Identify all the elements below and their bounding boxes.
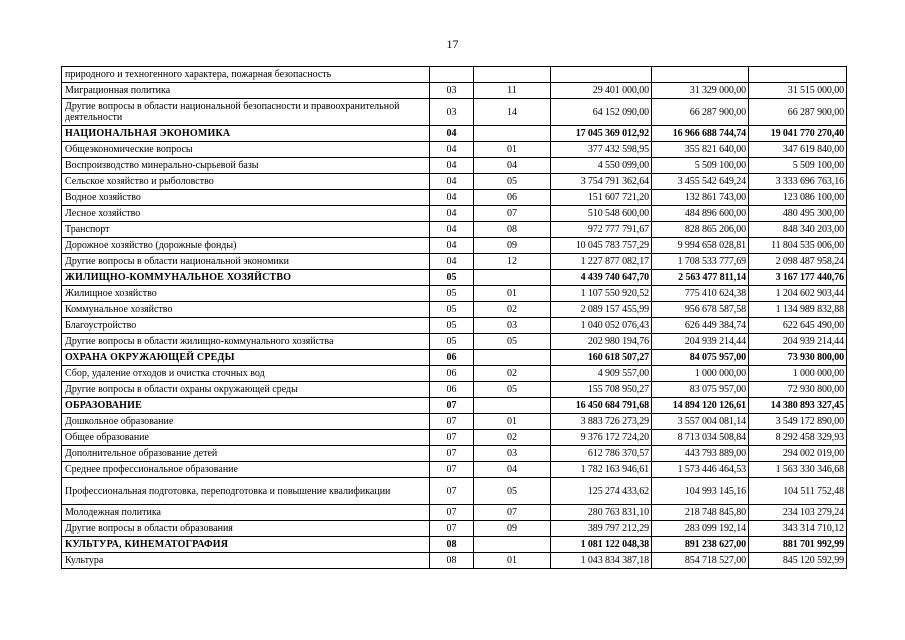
row-amount-year3-cell: 881 701 992,99 xyxy=(749,537,847,553)
table-row xyxy=(62,158,847,174)
row-amount-year2-cell: 204 939 214,44 xyxy=(652,334,749,350)
row-name-cell: природного и техногенного характера, пожарная безопасность xyxy=(62,67,430,83)
row-amount-year1-cell: 17 045 369 012,92 xyxy=(551,126,652,142)
table-row xyxy=(62,414,847,430)
row-name-cell: Другие вопросы в области национальной экономики xyxy=(62,254,430,270)
row-name-cell: Сбор, удаление отходов и очистка сточных вод xyxy=(62,366,430,382)
row-name-cell: Другие вопросы в области национальной безопасности и правоохранительной деятельности xyxy=(62,99,430,126)
row-name-cell: Лесное хозяйство xyxy=(62,206,430,222)
row-amount-year1-cell: 4 909 557,00 xyxy=(551,366,652,382)
row-subsection-code-cell: 05 xyxy=(474,382,551,398)
row-amount-year1-cell: 1 040 052 076,43 xyxy=(551,318,652,334)
row-amount-year3-cell: 848 340 203,00 xyxy=(749,222,847,238)
table-row xyxy=(62,430,847,446)
row-amount-year2-cell: 14 894 120 126,61 xyxy=(652,398,749,414)
row-name-cell: ОХРАНА ОКРУЖАЮЩЕЙ СРЕДЫ xyxy=(62,350,430,366)
row-amount-year1-cell: 64 152 090,00 xyxy=(551,99,652,126)
table-row xyxy=(62,254,847,270)
row-amount-year2-cell: 3 455 542 649,24 xyxy=(652,174,749,190)
row-amount-year3-cell: 123 086 100,00 xyxy=(749,190,847,206)
row-subsection-code-cell: 04 xyxy=(474,158,551,174)
row-section-code-cell: 07 xyxy=(430,414,474,430)
row-section-code-cell: 05 xyxy=(430,318,474,334)
row-subsection-code-cell: 07 xyxy=(474,505,551,521)
row-amount-year1-cell: 389 797 212,29 xyxy=(551,521,652,537)
row-section-code-cell: 04 xyxy=(430,222,474,238)
row-amount-year1-cell xyxy=(551,67,652,83)
row-subsection-code-cell: 03 xyxy=(474,446,551,462)
row-subsection-code-cell: 02 xyxy=(474,302,551,318)
row-name-cell: Дошкольное образование xyxy=(62,414,430,430)
row-amount-year3-cell: 3 549 172 890,00 xyxy=(749,414,847,430)
row-name-cell: Коммунальное хозяйство xyxy=(62,302,430,318)
row-amount-year1-cell: 377 432 598,95 xyxy=(551,142,652,158)
table-section-row xyxy=(62,350,847,366)
table-row xyxy=(62,174,847,190)
row-amount-year3-cell: 2 098 487 958,24 xyxy=(749,254,847,270)
row-section-code-cell: 03 xyxy=(430,99,474,126)
row-section-code-cell: 03 xyxy=(430,83,474,99)
row-section-code-cell: 06 xyxy=(430,366,474,382)
row-amount-year2-cell: 84 075 957,00 xyxy=(652,350,749,366)
row-name-cell: Другие вопросы в области охраны окружающей среды xyxy=(62,382,430,398)
row-section-code-cell: 04 xyxy=(430,206,474,222)
row-amount-year1-cell: 4 439 740 647,70 xyxy=(551,270,652,286)
row-amount-year2-cell: 891 238 627,00 xyxy=(652,537,749,553)
row-amount-year3-cell: 1 563 330 346,68 xyxy=(749,462,847,478)
row-subsection-code-cell: 09 xyxy=(474,521,551,537)
row-section-code-cell: 06 xyxy=(430,382,474,398)
row-section-code-cell: 08 xyxy=(430,537,474,553)
budget-table-body xyxy=(62,67,847,569)
row-amount-year1-cell: 1 782 163 946,61 xyxy=(551,462,652,478)
row-name-cell: Культура xyxy=(62,553,430,569)
row-name-cell: Сельское хозяйство и рыболовство xyxy=(62,174,430,190)
row-name-cell: Общеэкономические вопросы xyxy=(62,142,430,158)
row-name-cell: Молодежная политика xyxy=(62,505,430,521)
row-subsection-code-cell xyxy=(474,537,551,553)
table-section-row xyxy=(62,398,847,414)
row-subsection-code-cell xyxy=(474,270,551,286)
row-subsection-code-cell: 05 xyxy=(474,334,551,350)
row-amount-year2-cell: 828 865 206,00 xyxy=(652,222,749,238)
row-amount-year3-cell: 19 041 770 270,40 xyxy=(749,126,847,142)
table-row xyxy=(62,462,847,478)
row-name-cell: ЖИЛИЩНО-КОММУНАЛЬНОЕ ХОЗЯЙСТВО xyxy=(62,270,430,286)
table-row xyxy=(62,142,847,158)
table-row xyxy=(62,286,847,302)
row-section-code-cell: 04 xyxy=(430,174,474,190)
row-subsection-code-cell: 02 xyxy=(474,430,551,446)
row-subsection-code-cell: 01 xyxy=(474,286,551,302)
row-subsection-code-cell: 05 xyxy=(474,174,551,190)
row-amount-year2-cell: 3 557 004 081,14 xyxy=(652,414,749,430)
row-amount-year2-cell: 626 449 384,74 xyxy=(652,318,749,334)
row-name-cell: Дополнительное образование детей xyxy=(62,446,430,462)
row-amount-year3-cell: 234 103 279,24 xyxy=(749,505,847,521)
row-subsection-code-cell xyxy=(474,67,551,83)
row-section-code-cell: 05 xyxy=(430,302,474,318)
row-subsection-code-cell: 01 xyxy=(474,414,551,430)
row-amount-year3-cell: 347 619 840,00 xyxy=(749,142,847,158)
row-amount-year2-cell: 1 000 000,00 xyxy=(652,366,749,382)
row-name-cell: Профессиональная подготовка, переподготовка и повышение квалификации xyxy=(62,478,430,505)
row-amount-year3-cell: 1 000 000,00 xyxy=(749,366,847,382)
row-amount-year2-cell: 31 329 000,00 xyxy=(652,83,749,99)
row-amount-year1-cell: 125 274 433,62 xyxy=(551,478,652,505)
row-amount-year2-cell: 66 287 900,00 xyxy=(652,99,749,126)
row-name-cell: Среднее профессиональное образование xyxy=(62,462,430,478)
row-amount-year3-cell: 1 134 989 832,88 xyxy=(749,302,847,318)
row-subsection-code-cell xyxy=(474,126,551,142)
row-subsection-code-cell: 11 xyxy=(474,83,551,99)
row-name-cell: Миграционная политика xyxy=(62,83,430,99)
row-subsection-code-cell: 03 xyxy=(474,318,551,334)
row-amount-year2-cell: 1 573 446 464,53 xyxy=(652,462,749,478)
row-amount-year2-cell: 956 678 587,58 xyxy=(652,302,749,318)
row-section-code-cell: 04 xyxy=(430,238,474,254)
row-subsection-code-cell: 02 xyxy=(474,366,551,382)
table-row xyxy=(62,334,847,350)
row-amount-year1-cell: 510 548 600,00 xyxy=(551,206,652,222)
row-name-cell: Воспроизводство минерально-сырьевой базы xyxy=(62,158,430,174)
row-subsection-code-cell: 01 xyxy=(474,142,551,158)
row-section-code-cell xyxy=(430,67,474,83)
row-section-code-cell: 04 xyxy=(430,126,474,142)
row-section-code-cell: 04 xyxy=(430,254,474,270)
row-name-cell: Другие вопросы в области образования xyxy=(62,521,430,537)
row-amount-year1-cell: 1 107 550 920,52 xyxy=(551,286,652,302)
row-amount-year3-cell: 14 380 893 327,45 xyxy=(749,398,847,414)
row-amount-year1-cell: 160 618 507,27 xyxy=(551,350,652,366)
table-row xyxy=(62,67,847,83)
row-amount-year1-cell: 1 043 834 387,18 xyxy=(551,553,652,569)
table-row xyxy=(62,446,847,462)
row-amount-year3-cell: 3 333 696 763,16 xyxy=(749,174,847,190)
row-amount-year2-cell: 484 896 600,00 xyxy=(652,206,749,222)
table-row xyxy=(62,478,847,505)
row-name-cell: Водное хозяйство xyxy=(62,190,430,206)
table-row xyxy=(62,238,847,254)
row-amount-year2-cell xyxy=(652,67,749,83)
row-section-code-cell: 07 xyxy=(430,521,474,537)
row-amount-year3-cell: 622 645 490,00 xyxy=(749,318,847,334)
row-section-code-cell: 04 xyxy=(430,158,474,174)
table-row xyxy=(62,83,847,99)
row-amount-year1-cell: 155 708 950,27 xyxy=(551,382,652,398)
table-section-row xyxy=(62,270,847,286)
budget-table xyxy=(61,66,847,569)
row-amount-year3-cell: 72 930 800,00 xyxy=(749,382,847,398)
row-amount-year3-cell: 343 314 710,12 xyxy=(749,521,847,537)
row-amount-year3-cell: 480 495 300,00 xyxy=(749,206,847,222)
row-name-cell: Жилищное хозяйство xyxy=(62,286,430,302)
row-section-code-cell: 07 xyxy=(430,430,474,446)
row-amount-year2-cell: 1 708 533 777,69 xyxy=(652,254,749,270)
table-row xyxy=(62,206,847,222)
table-row xyxy=(62,382,847,398)
table-row xyxy=(62,553,847,569)
row-amount-year3-cell: 1 204 602 903,44 xyxy=(749,286,847,302)
row-subsection-code-cell: 12 xyxy=(474,254,551,270)
row-amount-year2-cell: 104 993 145,16 xyxy=(652,478,749,505)
row-amount-year1-cell: 4 550 099,00 xyxy=(551,158,652,174)
row-amount-year1-cell: 151 607 721,20 xyxy=(551,190,652,206)
row-amount-year3-cell xyxy=(749,67,847,83)
row-amount-year1-cell: 202 980 194,76 xyxy=(551,334,652,350)
row-section-code-cell: 06 xyxy=(430,350,474,366)
row-amount-year1-cell: 3 754 791 362,64 xyxy=(551,174,652,190)
row-amount-year3-cell: 11 804 535 006,00 xyxy=(749,238,847,254)
row-amount-year2-cell: 2 563 477 811,14 xyxy=(652,270,749,286)
row-amount-year3-cell: 5 509 100,00 xyxy=(749,158,847,174)
table-row xyxy=(62,366,847,382)
row-name-cell: Дорожное хозяйство (дорожные фонды) xyxy=(62,238,430,254)
row-name-cell: НАЦИОНАЛЬНАЯ ЭКОНОМИКА xyxy=(62,126,430,142)
row-subsection-code-cell: 04 xyxy=(474,462,551,478)
row-section-code-cell: 04 xyxy=(430,190,474,206)
row-amount-year1-cell: 2 089 157 455,99 xyxy=(551,302,652,318)
table-row xyxy=(62,521,847,537)
row-amount-year3-cell: 73 930 800,00 xyxy=(749,350,847,366)
row-amount-year2-cell: 854 718 527,00 xyxy=(652,553,749,569)
row-amount-year2-cell: 8 713 034 508,84 xyxy=(652,430,749,446)
row-section-code-cell: 04 xyxy=(430,142,474,158)
row-amount-year2-cell: 132 861 743,00 xyxy=(652,190,749,206)
table-row xyxy=(62,302,847,318)
row-name-cell: ОБРАЗОВАНИЕ xyxy=(62,398,430,414)
row-amount-year1-cell: 16 450 684 791,68 xyxy=(551,398,652,414)
row-subsection-code-cell: 08 xyxy=(474,222,551,238)
row-amount-year2-cell: 775 410 624,38 xyxy=(652,286,749,302)
table-row xyxy=(62,99,847,126)
row-subsection-code-cell: 14 xyxy=(474,99,551,126)
row-subsection-code-cell xyxy=(474,398,551,414)
row-section-code-cell: 05 xyxy=(430,270,474,286)
table-section-row xyxy=(62,126,847,142)
row-amount-year1-cell: 29 401 000,00 xyxy=(551,83,652,99)
row-subsection-code-cell: 05 xyxy=(474,478,551,505)
row-amount-year1-cell: 972 777 791,67 xyxy=(551,222,652,238)
row-amount-year3-cell: 31 515 000,00 xyxy=(749,83,847,99)
row-name-cell: Транспорт xyxy=(62,222,430,238)
row-section-code-cell: 05 xyxy=(430,286,474,302)
row-amount-year3-cell: 204 939 214,44 xyxy=(749,334,847,350)
table-row xyxy=(62,505,847,521)
row-amount-year2-cell: 218 748 845,80 xyxy=(652,505,749,521)
row-section-code-cell: 07 xyxy=(430,462,474,478)
row-name-cell: КУЛЬТУРА, КИНЕМАТОГРАФИЯ xyxy=(62,537,430,553)
row-amount-year1-cell: 3 883 726 273,29 xyxy=(551,414,652,430)
row-name-cell: Другие вопросы в области жилищно-коммунального хозяйства xyxy=(62,334,430,350)
row-amount-year2-cell: 5 509 100,00 xyxy=(652,158,749,174)
row-subsection-code-cell: 09 xyxy=(474,238,551,254)
row-section-code-cell: 05 xyxy=(430,334,474,350)
row-section-code-cell: 07 xyxy=(430,398,474,414)
row-subsection-code-cell: 01 xyxy=(474,553,551,569)
row-subsection-code-cell xyxy=(474,350,551,366)
table-section-row xyxy=(62,537,847,553)
row-amount-year1-cell: 9 376 172 724,20 xyxy=(551,430,652,446)
row-amount-year1-cell: 1 227 877 082,17 xyxy=(551,254,652,270)
row-amount-year3-cell: 845 120 592,99 xyxy=(749,553,847,569)
row-amount-year3-cell: 104 511 752,48 xyxy=(749,478,847,505)
row-section-code-cell: 07 xyxy=(430,478,474,505)
table-row xyxy=(62,318,847,334)
row-amount-year1-cell: 1 081 122 048,38 xyxy=(551,537,652,553)
row-amount-year1-cell: 612 786 370,57 xyxy=(551,446,652,462)
table-row xyxy=(62,190,847,206)
row-amount-year2-cell: 443 793 889,00 xyxy=(652,446,749,462)
page-number: 17 xyxy=(446,37,459,51)
row-subsection-code-cell: 07 xyxy=(474,206,551,222)
row-section-code-cell: 08 xyxy=(430,553,474,569)
row-section-code-cell: 07 xyxy=(430,505,474,521)
row-amount-year3-cell: 3 167 177 440,76 xyxy=(749,270,847,286)
row-amount-year2-cell: 9 994 658 028,81 xyxy=(652,238,749,254)
row-amount-year2-cell: 83 075 957,00 xyxy=(652,382,749,398)
row-amount-year2-cell: 355 821 640,00 xyxy=(652,142,749,158)
row-amount-year3-cell: 294 002 019,00 xyxy=(749,446,847,462)
row-amount-year3-cell: 66 287 900,00 xyxy=(749,99,847,126)
row-name-cell: Общее образование xyxy=(62,430,430,446)
row-amount-year2-cell: 16 966 688 744,74 xyxy=(652,126,749,142)
row-name-cell: Благоустройство xyxy=(62,318,430,334)
row-amount-year1-cell: 10 045 783 757,29 xyxy=(551,238,652,254)
row-amount-year1-cell: 280 763 831,10 xyxy=(551,505,652,521)
row-amount-year2-cell: 283 099 192,14 xyxy=(652,521,749,537)
row-amount-year3-cell: 8 292 458 329,93 xyxy=(749,430,847,446)
row-subsection-code-cell: 06 xyxy=(474,190,551,206)
table-row xyxy=(62,222,847,238)
row-section-code-cell: 07 xyxy=(430,446,474,462)
